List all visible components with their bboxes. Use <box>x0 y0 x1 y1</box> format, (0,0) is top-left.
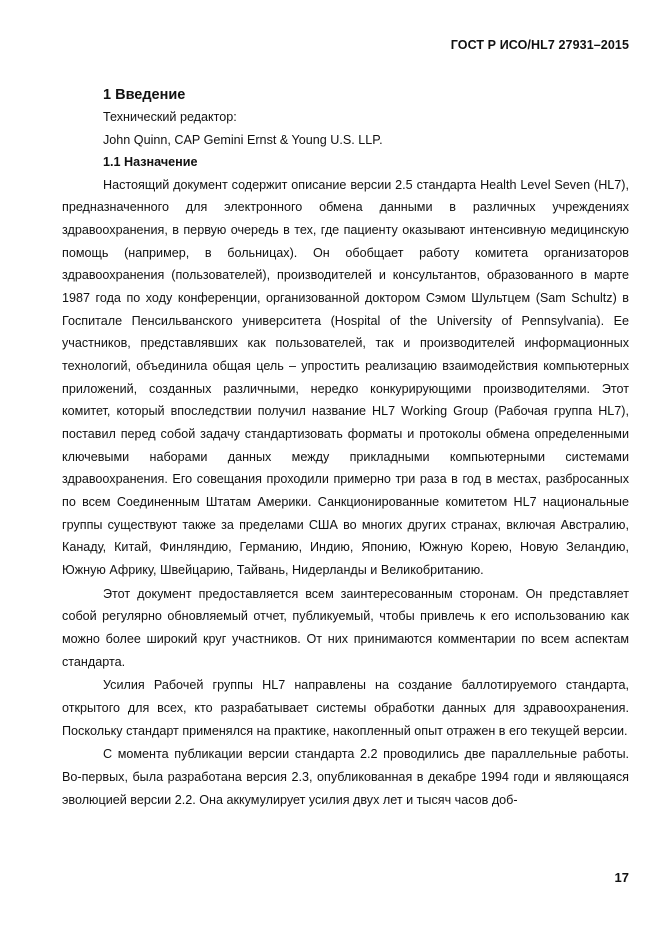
paragraph: Усилия Рабочей группы HL7 направлены на создание баллотируемого стандарта, открытого для всех, кто разрабатывает системы обработки данных для здравоохранения. Поскольку стандарт применялся на практике, накопленный опыт отражен в его текущей версии. <box>62 678 629 738</box>
subsection-title: 1.1 Назначение <box>103 155 198 170</box>
editor-label: Технический редактор: <box>103 110 237 124</box>
document-code: ГОСТ Р ИСО/HL7 27931–2015 <box>450 38 629 52</box>
editor-name: John Quinn, CAP Gemini Ernst & Young U.S. LLP. <box>103 132 383 147</box>
page-content <box>62 84 629 811</box>
paragraph: С момента публикации версии стандарта 2.2 проводились две параллельные работы. Во-первых, была разработана версия 2.3, опубликованная в декабре 1994 годи и являющаяся эволюцией версии 2.2. Она аккумулирует усилия двух лет и тысяч часов доб- <box>62 747 629 807</box>
page-number: 17 <box>614 870 629 885</box>
section-title: 1 Введение <box>103 87 186 103</box>
paragraph: Настоящий документ содержит описание версии 2.5 стандарта Health Level Seven (HL7), предназначенного для электронного обмена данными в различных учреждениях здравоохранения, в первую очередь в тех, где пациенту оказывают интенсивную медицинскую помощь (например, в больницах). Он обобщает работу комитета организаторов здравоохранения (пользователей), производителей и консультантов, образованного в марте 1987 года по ходу конференции, организованной доктором Сэмом Шультцем (Sam Schultz) в Госпитале Пенсильванского университета (Hospital of the University of Pennsylvania). Ее участников, представлявших как пользователей, так и производителей информационных технологий, объединила общая цель – упростить реализацию взаимодействия компьютерных приложений, созданных различными, нередко конкурирующими производителями. Этот комитет, который впоследствии получил название HL7 Working Group (Рабочая группа HL7), поставил перед собой задачу стандартизовать форматы и протоколы обмена определенными ключевыми наборами данных между прикладными компьютерными системами здравоохранения. Его совещания проходили примерно три раза в год в местах, разбросанных по всем Соединенным Штатам Америки. Санкционированные комитетом HL7 национальные группы существуют также за пределами США во многих других странах, включая Австралию, Канаду, Китай, Финляндию, Германию, Индию, Японию, Южную Корею, Новую Зеландию, Южную Африку, Швейцарию, Тайвань, Нидерланды и Великобританию. <box>62 177 629 577</box>
paragraph: Этот документ предоставляется всем заинтересованным сторонам. Он представляет собой регулярно обновляемый отчет, публикуемый, чтобы привлечь к его использованию как можно более широкий круг участников. От них принимаются комментарии по всем аспектам стандарта. <box>62 586 629 669</box>
